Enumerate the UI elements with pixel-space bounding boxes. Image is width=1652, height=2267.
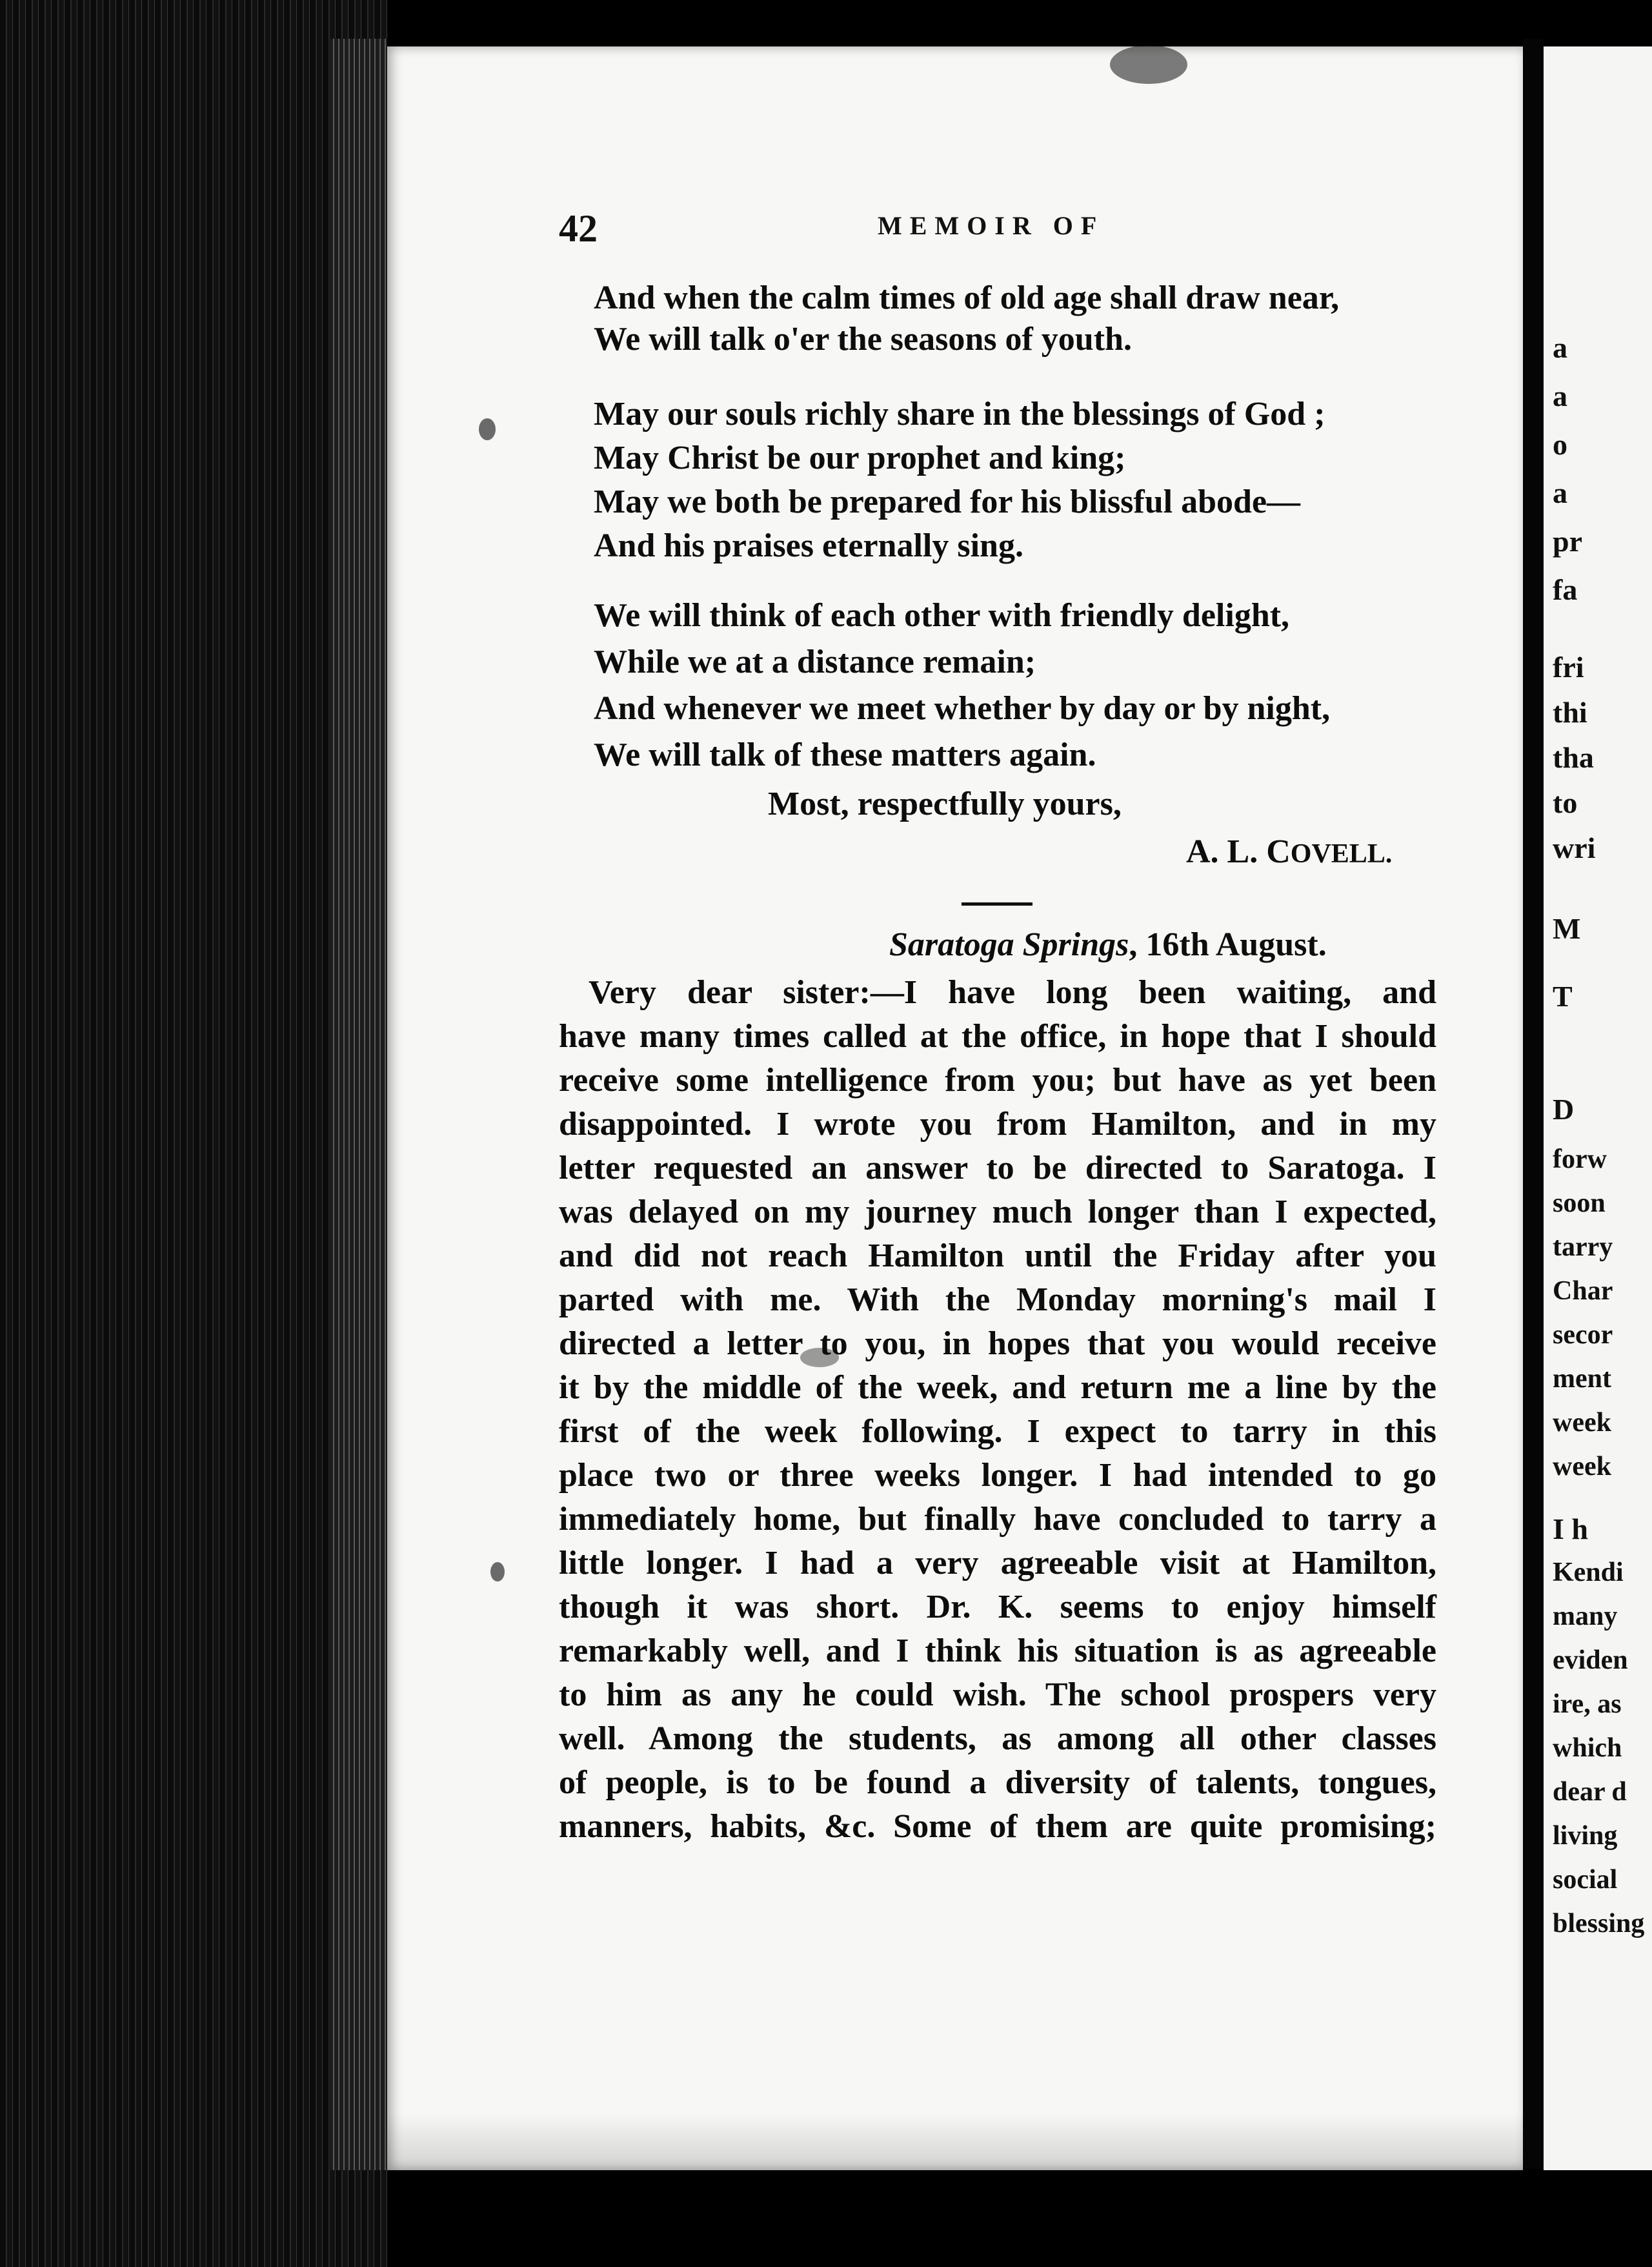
facing-line: pr (1553, 525, 1582, 558)
page-shadow (387, 2112, 1523, 2170)
signature-initials: A. L. C (1186, 833, 1291, 870)
facing-line: a (1553, 331, 1567, 364)
poem-line: We will think of each other with friendly delight, (594, 597, 1290, 634)
letter-closing: Most, respectfully yours, (768, 786, 1122, 822)
body-line: of people, is to be found a diversity of talents, tongues, (559, 1764, 1436, 1801)
facing-line: wri (1553, 831, 1596, 864)
facing-line: a (1553, 380, 1567, 412)
facing-line: living (1553, 1821, 1618, 1851)
facing-line: fri (1553, 651, 1584, 684)
body-line: to him as any he could wish. The school prospers very (559, 1676, 1436, 1713)
body-line: though it was short. Dr. K. seems to enjoy himself (559, 1589, 1436, 1625)
facing-line: o (1553, 428, 1567, 461)
body-line: parted with me. With the Monday morning's mail I (559, 1281, 1436, 1318)
letter-signature (1186, 833, 1392, 871)
facing-line: week (1553, 1408, 1611, 1438)
poem-line: We will talk of these matters again. (594, 737, 1096, 773)
facing-line: D (1553, 1093, 1575, 1126)
letter-date: , 16th August. (1129, 926, 1327, 963)
ink-smudge (479, 418, 496, 440)
poem-line: While we at a distance remain; (594, 644, 1036, 680)
facing-line: forw (1553, 1144, 1607, 1174)
facing-line: to (1553, 786, 1578, 819)
poem-line: May Christ be our prophet and king; (594, 440, 1126, 476)
facing-line: ire, as (1553, 1689, 1622, 1719)
facing-line: dear d (1553, 1777, 1627, 1807)
body-line: it by the middle of the week, and return me a line by the (559, 1369, 1436, 1406)
facing-line: which (1553, 1733, 1622, 1763)
facing-line: blessing (1553, 1909, 1645, 1938)
page-number: 42 (559, 207, 598, 250)
facing-line: social (1553, 1865, 1618, 1895)
body-line: well. Among the students, as among all other classes (559, 1720, 1436, 1757)
facing-line: M (1553, 912, 1581, 945)
facing-line: secor (1553, 1320, 1613, 1350)
poem-line: May we both be prepared for his blissful abode— (594, 483, 1301, 520)
poem-line: And when the calm times of old age shall draw near, (594, 280, 1340, 316)
letter-place-date (889, 926, 1327, 964)
facing-line: Kendi (1553, 1558, 1624, 1587)
body-line: Very dear sister:—I have long been waiting, and (589, 974, 1436, 1011)
facing-line: week (1553, 1452, 1611, 1481)
section-rule (962, 902, 1032, 906)
facing-line: soon (1553, 1188, 1606, 1218)
facing-line: eviden (1553, 1645, 1628, 1675)
facing-line: ment (1553, 1364, 1611, 1394)
facing-line: fa (1553, 573, 1578, 606)
body-line: place two or three weeks longer. I had intended to go (559, 1457, 1436, 1494)
facing-line: tarry (1553, 1232, 1613, 1262)
body-line: was delayed on my journey much longer than I expected, (559, 1194, 1436, 1230)
body-line: first of the week following. I expect to tarry in this (559, 1413, 1436, 1450)
body-line: little longer. I had a very agreeable visit at Hamilton, (559, 1545, 1436, 1581)
facing-line: Char (1553, 1276, 1613, 1306)
body-line: and did not reach Hamilton until the Friday after you (559, 1237, 1436, 1274)
body-line: immediately home, but finally have concluded to tarry a (559, 1501, 1436, 1538)
poem-line: And his praises eternally sing. (594, 527, 1023, 564)
book-fore-edge (0, 0, 387, 2267)
body-line: have many times called at the office, in hope that I should (559, 1018, 1436, 1055)
poem-line: May our souls richly share in the blessings of God ; (594, 396, 1325, 432)
body-line: directed a letter to you, in hopes that you would receive (559, 1325, 1436, 1362)
poem-line: And whenever we meet whether by day or by night, (594, 690, 1331, 727)
facing-line: many (1553, 1601, 1618, 1631)
body-line: remarkably well, and I think his situation is as agreeable (559, 1632, 1436, 1669)
facing-line: tha (1553, 741, 1594, 774)
page-gutter (1523, 39, 1544, 2169)
body-line: disappointed. I wrote you from Hamilton, and in my (559, 1106, 1436, 1143)
facing-line: a (1553, 476, 1567, 509)
signature-small-caps: OVELL. (1290, 839, 1393, 869)
facing-line: thi (1553, 696, 1587, 729)
ink-smudge (490, 1562, 505, 1581)
body-line: manners, habits, &c. Some of them are quite promising; (559, 1808, 1436, 1845)
running-head: MEMOIR OF (878, 211, 1105, 240)
letter-place: Saratoga Springs (889, 926, 1129, 963)
body-line: letter requested an answer to be directed to Saratoga. I (559, 1150, 1436, 1186)
facing-line: T (1553, 980, 1573, 1013)
poem-line: We will talk o'er the seasons of youth. (594, 321, 1132, 358)
facing-page-fragment (1544, 46, 1652, 2170)
facing-line: I h (1553, 1512, 1588, 1545)
ink-smudge (1110, 45, 1187, 84)
body-line: receive some intelligence from you; but have as yet been (559, 1062, 1436, 1099)
